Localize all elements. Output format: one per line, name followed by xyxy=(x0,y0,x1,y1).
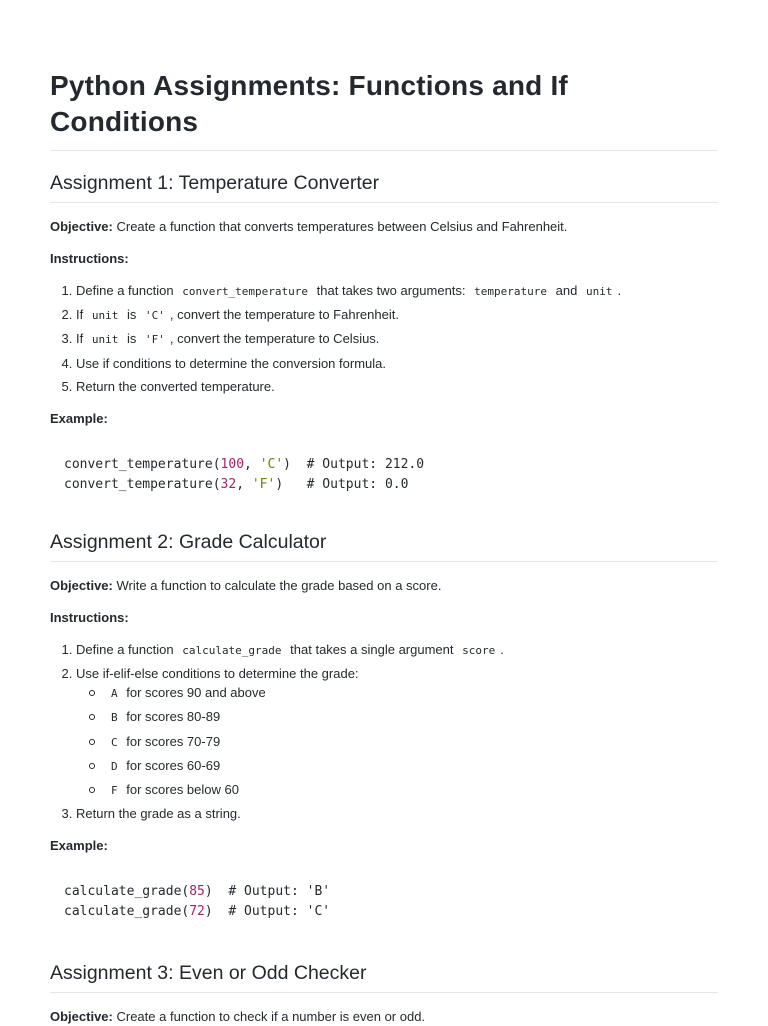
document xyxy=(50,0,718,1026)
page-title: Python Assignments: Functions and If Conditions xyxy=(50,0,718,151)
step-text: If xyxy=(76,307,84,323)
step xyxy=(76,641,718,660)
grade-letter: B xyxy=(111,711,118,725)
assignment-2-objective xyxy=(50,577,718,595)
assignment-3 xyxy=(50,960,718,1026)
objective-text: Create a function to check if a number is even or odd. xyxy=(116,1009,426,1025)
code-comment: # Output: 0.0 xyxy=(306,476,409,492)
inline-code: calculate_grade xyxy=(182,643,282,657)
objective-text: Write a function to calculate the grade based on a score. xyxy=(116,577,442,593)
circle-bullet-icon xyxy=(89,787,95,793)
step-text: If xyxy=(76,331,84,347)
inline-code: temperature xyxy=(474,285,548,298)
assignment-2-steps xyxy=(50,641,718,824)
example-label: Example: xyxy=(50,838,108,854)
step-text: Define a function xyxy=(76,283,174,298)
step xyxy=(76,330,718,349)
grade-list xyxy=(76,684,718,800)
assignment-2 xyxy=(50,529,718,932)
example-label: Example: xyxy=(50,410,108,426)
code-string: 'C' xyxy=(259,456,284,472)
objective-label: Objective: xyxy=(50,219,113,234)
grade-text: for scores 60-69 xyxy=(126,757,221,773)
inline-code: 'F' xyxy=(145,333,165,347)
step: 3. Return the grade as a string. xyxy=(76,805,718,823)
grade-text: for scores below 60 xyxy=(126,782,239,798)
step xyxy=(76,282,718,301)
inline-code: convert_temperature xyxy=(182,285,309,298)
code-number: 32 xyxy=(220,476,237,492)
assignment-1 xyxy=(50,170,718,504)
grade-item xyxy=(89,757,718,776)
objective-label: Objective: xyxy=(50,577,113,593)
code-function: convert_temperature xyxy=(64,476,213,492)
grade-letter: A xyxy=(111,686,118,700)
inline-code: unit xyxy=(91,309,119,323)
circle-bullet-icon xyxy=(89,739,95,745)
inline-code: unit xyxy=(585,285,613,298)
assignment-1-title: Assignment 1: Temperature Converter xyxy=(50,170,718,203)
objective-text: Create a function that converts temperatures between Celsius and Fahrenheit. xyxy=(116,219,568,234)
code-comment: # Output: 212.0 xyxy=(306,456,425,472)
step-text: Define a function xyxy=(76,641,174,657)
step-text: Use if-elif-else conditions to determine the grade: xyxy=(76,665,359,681)
inline-code: unit xyxy=(91,333,119,347)
step-text: and xyxy=(555,283,578,298)
assignment-3-title: Assignment 3: Even or Odd Checker xyxy=(50,960,718,993)
grade-letter: D xyxy=(111,759,118,773)
step xyxy=(76,306,718,325)
code-function: calculate_grade xyxy=(64,884,182,900)
assignment-1-steps xyxy=(50,282,718,396)
inline-code: score xyxy=(462,643,496,657)
step xyxy=(76,665,718,800)
circle-bullet-icon xyxy=(89,690,95,696)
step-text: is xyxy=(126,331,137,347)
grade-text: for scores 90 and above xyxy=(126,684,266,700)
assignment-2-title: Assignment 2: Grade Calculator xyxy=(50,529,718,562)
grade-letter: C xyxy=(111,735,118,749)
step: 5. Return the converted temperature. xyxy=(76,378,718,396)
code-string: 'F' xyxy=(251,476,276,492)
code-comment: # Output: 'B' xyxy=(228,884,331,900)
inline-code: 'C' xyxy=(145,309,165,323)
grade-text: for scores 80-89 xyxy=(126,709,221,725)
code-comment: # Output: 'C' xyxy=(228,904,331,920)
code-number: 100 xyxy=(220,456,245,472)
grade-item xyxy=(89,733,718,752)
step-text: , convert the temperature to Fahrenheit. xyxy=(169,307,399,323)
step-text: that takes two arguments: xyxy=(316,283,466,298)
grade-letter: F xyxy=(111,784,118,798)
step: 4. Use if conditions to determine the conversion formula. xyxy=(76,355,718,373)
step-text: , convert the temperature to Celsius. xyxy=(169,331,380,347)
assignment-1-objective xyxy=(50,218,718,236)
grade-item xyxy=(89,781,718,800)
grade-text: for scores 70-79 xyxy=(126,733,221,749)
grade-item xyxy=(89,684,718,703)
code-function: convert_temperature xyxy=(64,456,213,472)
instructions-label: Instructions: xyxy=(50,609,129,625)
circle-bullet-icon xyxy=(89,763,95,769)
step-text: that takes a single argument xyxy=(290,641,454,657)
code-number: 85 xyxy=(189,884,205,900)
instructions-label: Instructions: xyxy=(50,251,129,266)
assignment-3-objective xyxy=(50,1008,718,1026)
circle-bullet-icon xyxy=(89,714,95,720)
objective-label: Objective: xyxy=(50,1009,113,1025)
code-function: calculate_grade xyxy=(64,904,182,920)
grade-item xyxy=(89,708,718,727)
code-example-2: calculate_grade(85) # Output: 'B' calculate_grade(72) # Output: 'C' xyxy=(64,884,331,920)
step-text: is xyxy=(126,307,137,323)
code-example-1: convert_temperature(100, 'C') # Output: 212.0 convert_temperature(32, 'F') # Output: 0.0 xyxy=(64,456,425,492)
step-text: . xyxy=(500,641,504,657)
step-text: . xyxy=(617,283,622,298)
code-number: 72 xyxy=(189,904,205,920)
